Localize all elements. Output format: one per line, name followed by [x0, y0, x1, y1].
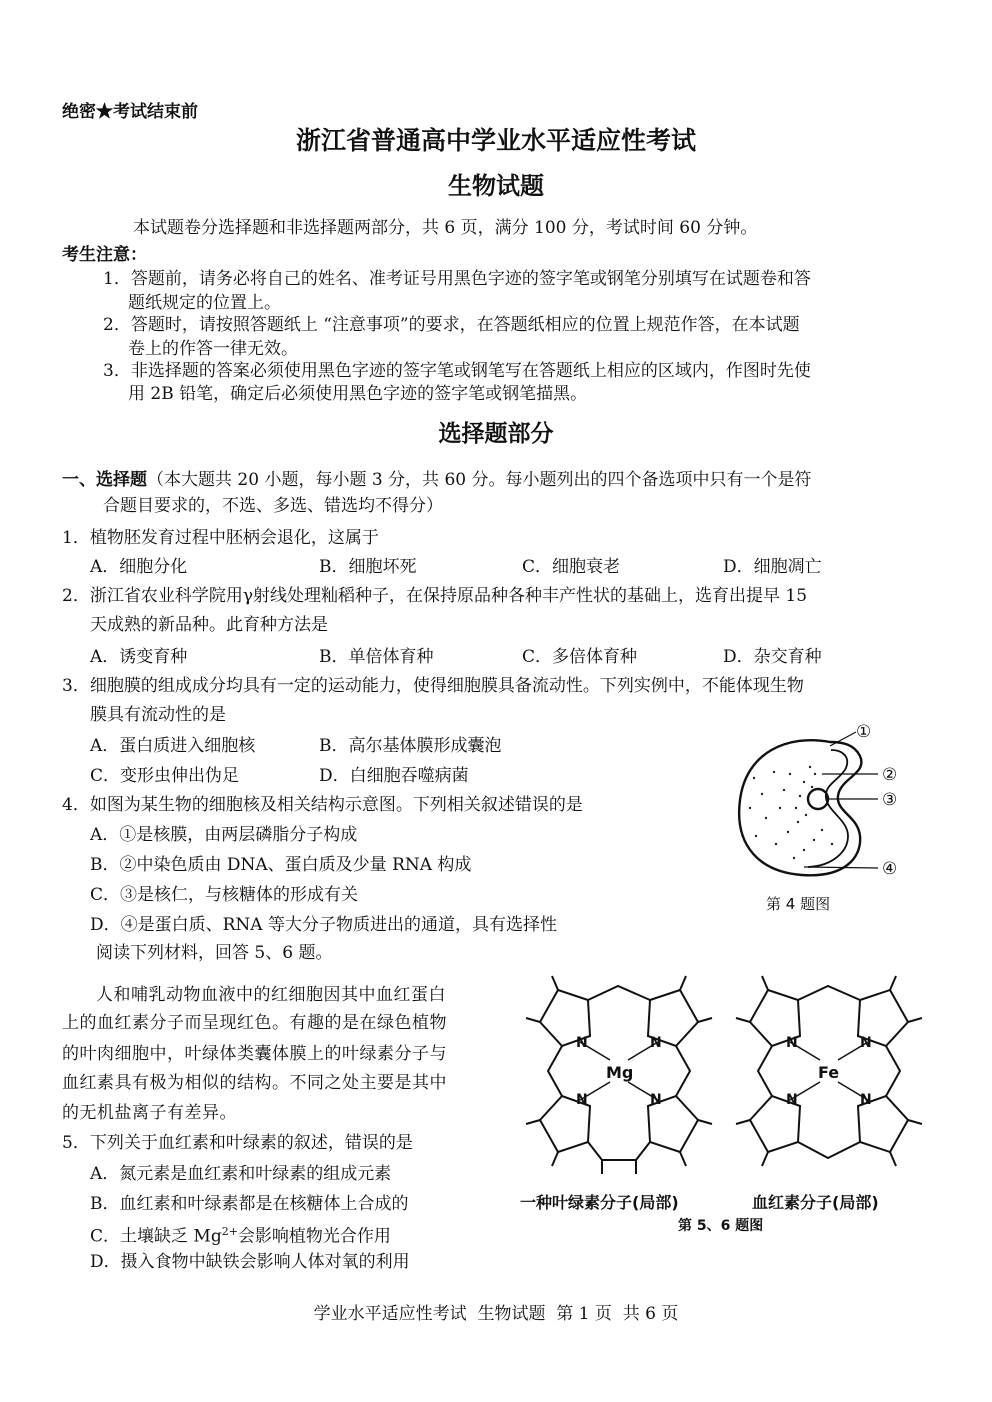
- nitrogen-label: N: [786, 1092, 798, 1108]
- question-stem: 膜具有流动性的是: [90, 705, 226, 725]
- option: C．变形虫伸出伪足: [90, 766, 240, 786]
- notice-heading: 考生注意：: [62, 245, 147, 265]
- option: C．细胞衰老: [522, 557, 621, 577]
- option: D．细胞凋亡: [723, 557, 822, 577]
- passage-line: 血红素具有极为相似的结构。不同之处主要是其中: [62, 1073, 447, 1093]
- figure4-nucleus-diagram: [718, 712, 918, 934]
- nitrogen-label: N: [576, 1092, 588, 1108]
- question-stem: 1．植物胚发育过程中胚柄会退化，这属于: [62, 528, 379, 548]
- question-stem: 5．下列关于血红素和叶绿素的叙述，错误的是: [62, 1133, 413, 1153]
- option: C．多倍体育种: [522, 647, 638, 667]
- exam-subtitle: 生物试题: [448, 171, 544, 200]
- heme-caption: 血红素分子(局部): [752, 1193, 879, 1212]
- figure4-caption: 第 4 题图: [766, 895, 831, 913]
- option: D．④是蛋白质、RNA 等大分子物质进出的通道，具有选择性: [90, 915, 557, 935]
- exam-intro: 本试题卷分选择题和非选择题两部分，共 6 页，满分 100 分，考试时间 60 分钟。: [133, 218, 758, 238]
- label-1: ①: [856, 722, 872, 742]
- nitrogen-label: N: [786, 1035, 798, 1051]
- label-4: ④: [882, 859, 898, 879]
- passage-line: 上的血红素分子而呈现红色。有趣的是在绿色植物: [62, 1013, 447, 1033]
- option: A．诱变育种: [90, 647, 188, 667]
- nitrogen-label: N: [650, 1035, 662, 1051]
- notice-item: 2．答题时，请按照答题纸上 “注意事项”的要求，在答题纸相应的位置上规范作答，在本试题: [103, 315, 800, 335]
- option: C．③是核仁，与核糖体的形成有关: [90, 885, 359, 905]
- option: B．②中染色质由 DNA、蛋白质及少量 RNA 构成: [90, 855, 472, 875]
- option-c-text: C．土壤缺乏 Mg: [90, 1226, 222, 1247]
- question-stem: 3．细胞膜的组成成分均具有一定的运动能力，使得细胞膜具备流动性。下列实例中，不能体现生物: [62, 676, 804, 696]
- nitrogen-label: N: [860, 1035, 872, 1051]
- option: A．细胞分化: [90, 557, 188, 577]
- passage-line: 的叶肉细胞中，叶绿体类囊体膜上的叶绿素分子与: [62, 1044, 447, 1064]
- notice-item: 3．非选择题的答案必须使用黑色字迹的签字笔或钢笔写在答题纸上相应的区域内，作图时先使: [103, 361, 811, 381]
- label-2: ②: [882, 765, 898, 785]
- question-stem: 天成熟的新品种。此育种方法是: [90, 615, 328, 635]
- notice-item: 题纸规定的位置上。: [128, 293, 281, 313]
- option: D．杂交育种: [723, 647, 822, 667]
- option: D．白细胞吞噬病菌: [319, 766, 469, 786]
- page-footer: 学业水平适应性考试 生物试题 第 1 页 共 6 页: [313, 1304, 679, 1324]
- question-stem: 2．浙江省农业科学院用γ射线处理籼稻种子，在保持原品种各种丰产性状的基础上，选育出提早 15: [62, 586, 808, 606]
- part1-desc-2: 合题目要求的，不选、多选、错选均不得分）: [103, 496, 443, 516]
- nitrogen-label: N: [860, 1092, 872, 1108]
- section-title: 选择题部分: [438, 420, 554, 447]
- option: B．细胞坏死: [319, 557, 417, 577]
- label-3: ③: [882, 790, 898, 810]
- chromatin-dots: [749, 766, 833, 859]
- nitrogen-label: N: [576, 1035, 588, 1051]
- option: A．氮元素是血红素和叶绿素的组成元素: [90, 1164, 392, 1184]
- fe-label: Fe: [818, 1063, 840, 1082]
- option: B．单倍体育种: [319, 647, 434, 667]
- option-c-text-2: 会影响植物光合作用: [237, 1226, 391, 1247]
- notice-item: 1．答题前，请务必将自己的姓名、准考证号用黑色字迹的签字笔或钢笔分别填写在试题卷和答: [103, 269, 811, 289]
- option: D．摄入食物中缺铁会影响人体对氧的利用: [90, 1252, 410, 1272]
- part1-instructions: [62, 468, 812, 492]
- option: A．①是核膜，由两层磷脂分子构成: [90, 825, 358, 845]
- question-stem: 4．如图为某生物的细胞核及相关结构示意图。下列相关叙述错误的是: [62, 795, 583, 815]
- chlorophyll-caption: 一种叶绿素分子(局部): [520, 1193, 679, 1212]
- part1-desc: （本大题共 20 小题，每小题 3 分，共 60 分。每小题列出的四个备选项中只有一个是符: [147, 470, 812, 490]
- superscript: 2+: [221, 1225, 238, 1238]
- option: B．高尔基体膜形成囊泡: [319, 736, 502, 756]
- exam-title: 浙江省普通高中学业水平适应性考试: [295, 126, 696, 155]
- option: B．血红素和叶绿素都是在核糖体上合成的: [90, 1194, 409, 1214]
- secret-mark: 绝密★考试结束前: [62, 102, 198, 122]
- figure56-caption: 第 5、6 题图: [678, 1218, 764, 1234]
- passage-line: 的无机盐离子有差异。: [62, 1103, 237, 1123]
- notice-item: 用 2B 铅笔，确定后必须使用黑色字迹的签字笔或钢笔描黑。: [128, 384, 588, 404]
- option: A．蛋白质进入细胞核: [90, 736, 256, 756]
- figure56-molecule-diagram: [518, 972, 930, 1234]
- reading-prompt: 阅读下列材料，回答 5、6 题。: [96, 943, 333, 963]
- passage-line: 人和哺乳动物血液中的红细胞因其中血红蛋白: [96, 985, 446, 1005]
- notice-item: 卷上的作答一律无效。: [128, 339, 298, 359]
- nitrogen-label: N: [650, 1092, 662, 1108]
- option: [90, 1220, 391, 1249]
- part1-label: 一、选择题: [62, 470, 147, 490]
- mg-label: Mg: [606, 1063, 634, 1082]
